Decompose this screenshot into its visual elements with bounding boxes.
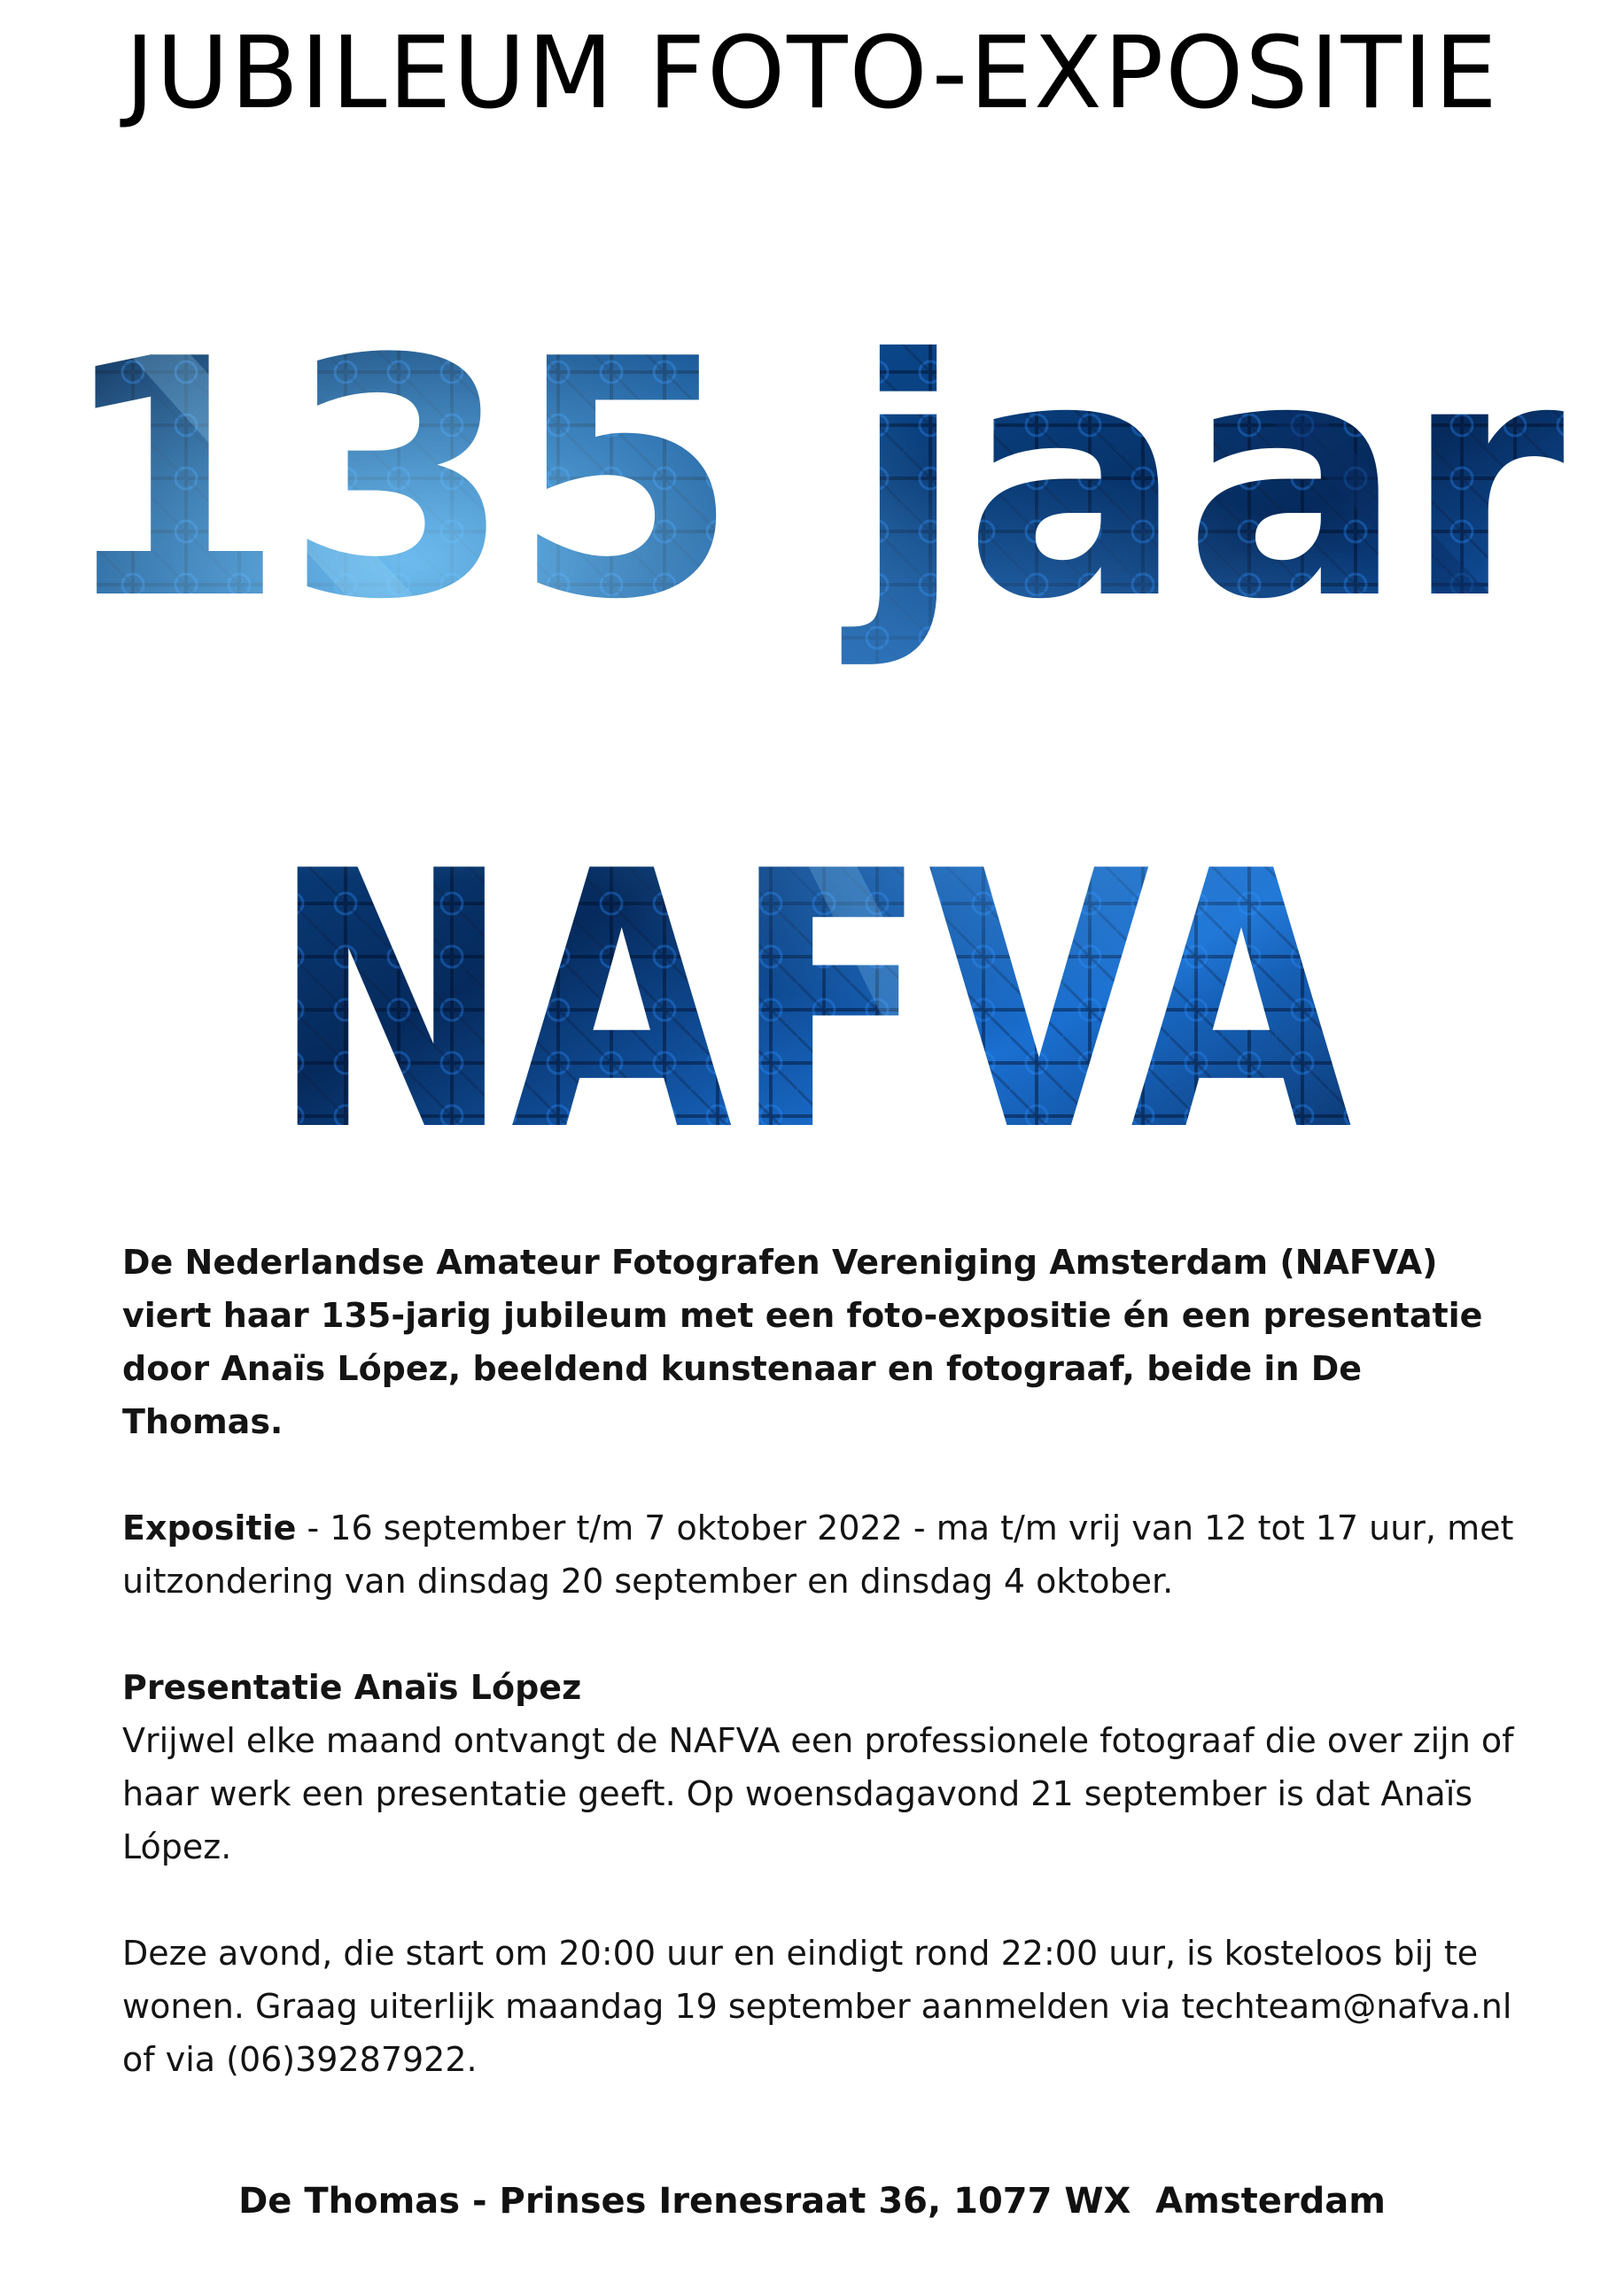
address-line: De Thomas - Prinses Irenesraat 36, 1077 WX Amsterdam bbox=[238, 2181, 1386, 2222]
presentation-paragraph: Vrijwel elke maand ontvangt de NAFVA een professionele fotograaf die over zijn of haar werk een presentatie geeft. Op woensdagavond 21 september is dat Anaïs López. bbox=[122, 1721, 1514, 1866]
hero-svg bbox=[0, 239, 1624, 1160]
expo-paragraph bbox=[122, 1501, 1522, 1608]
evening-paragraph: Deze avond, die start om 20:00 uur en eindigt rond 22:00 uur, is kosteloos bij te wonen. Graag uiterlijk maandag 19 september aanmelden via techteam@nafva.nl of via (06)39287922. bbox=[122, 1934, 1512, 2079]
page-title: JUBILEUM FOTO-EXPOSITIE bbox=[125, 16, 1499, 131]
intro-paragraph: De Nederlandse Amateur Fotografen Vereniging Amsterdam (NAFVA) viert haar 135-jarig jubileum met een foto-expositie én een presentatie door Anaïs López, beeldend kunstenaar en fotograaf, beide in De Thomas. bbox=[122, 1243, 1483, 1441]
hero-graphic bbox=[0, 239, 1624, 1160]
presentation-heading: Presentatie Anaïs López bbox=[122, 1668, 582, 1707]
body-text bbox=[122, 1236, 1522, 2086]
hero-photo-fill bbox=[0, 239, 1624, 1160]
expo-text: - 16 september t/m 7 oktober 2022 - ma t/m vrij van 12 tot 17 uur, met uitzondering van dinsdag 20 september en dinsdag 4 oktober. bbox=[122, 1509, 1514, 1601]
expo-label: Expositie bbox=[122, 1509, 297, 1547]
